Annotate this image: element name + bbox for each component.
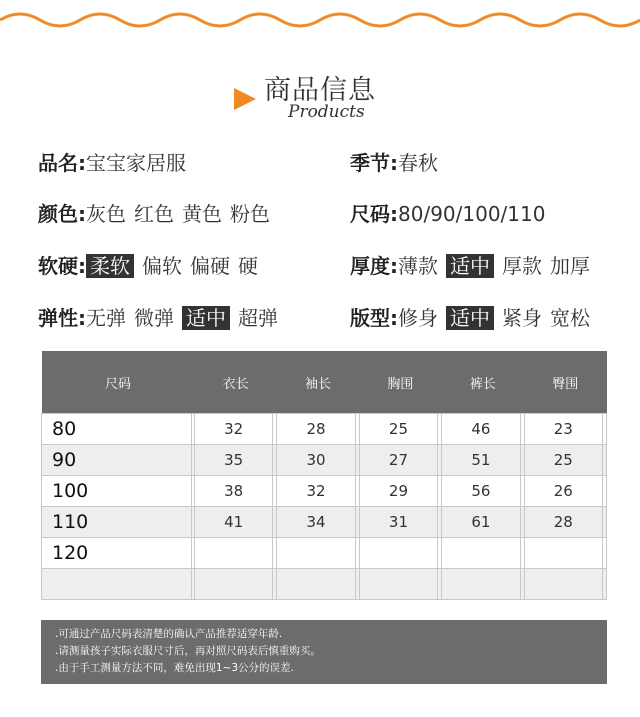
attribute-value: 超弹 [238,306,278,330]
attribute-value: 黄色 [182,202,222,226]
table-row [42,476,607,507]
attribute-key: 版型: [350,306,398,330]
table-row [42,569,607,600]
title-chinese: 商品信息 [264,75,376,106]
attribute-value: 厚款 [502,254,542,278]
attribute-row [38,148,194,178]
size-cell: 110 [42,507,192,538]
note-line: .请测量孩子实际衣服尺寸后，再对照尺码表后慎重购买。 [55,645,321,657]
attribute-value: 硬 [238,254,258,278]
section-title [230,64,430,134]
attribute-row [38,303,286,333]
table-row [42,538,607,569]
measure-cell: 56 [442,476,521,507]
attribute-row [350,148,446,178]
measure-cell: 31 [359,507,438,538]
measure-cell: 27 [359,445,438,476]
size-cell: 80 [42,414,192,445]
measure-cell: 46 [442,414,521,445]
table-row [42,445,607,476]
spacer-cell [603,507,607,538]
size-table-header-cell: 胸围 [359,351,441,414]
spacer-cell [603,569,607,600]
size-table-header-cell: 尺码 [42,351,195,414]
attribute-value-selected: 适中 [446,254,494,278]
notes-box [41,620,607,684]
measure-cell [524,538,603,569]
attribute-value: 宽松 [550,306,590,330]
size-cell: 120 [42,538,192,569]
attribute-key: 厚度: [350,254,398,278]
attribute-value: 红色 [134,202,174,226]
measure-cell [359,538,438,569]
measure-cell [359,569,438,600]
attribute-row [350,303,598,333]
attribute-row [38,251,266,281]
attribute-value: 无弹 [86,306,126,330]
attribute-value: 微弹 [134,306,174,330]
table-row [42,414,607,445]
measure-cell [442,538,521,569]
measure-cell: 28 [524,507,603,538]
attribute-value: 春秋 [398,151,438,175]
measure-cell: 23 [524,414,603,445]
measure-cell: 26 [524,476,603,507]
size-table-header [42,351,607,414]
measure-cell: 29 [359,476,438,507]
spacer-cell [603,414,607,445]
attribute-value: 粉色 [230,202,270,226]
size-cell [42,569,192,600]
attribute-row [38,199,278,229]
attribute-value: 加厚 [550,254,590,278]
measure-cell [194,538,273,569]
measure-cell: 34 [277,507,356,538]
measure-cell: 28 [277,414,356,445]
attribute-value-selected: 适中 [182,306,230,330]
size-table-header-cell: 衣长 [194,351,276,414]
play-arrow-icon [234,88,256,110]
attribute-key: 弹性: [38,306,86,330]
attribute-key: 软硬: [38,254,86,278]
measure-cell: 51 [442,445,521,476]
attribute-key: 季节: [350,151,398,175]
measure-cell: 32 [194,414,273,445]
attribute-value: 修身 [398,306,438,330]
size-cell: 100 [42,476,192,507]
attribute-value: 宝宝家居服 [86,151,186,175]
attribute-value: 灰色 [86,202,126,226]
measure-cell: 30 [277,445,356,476]
attribute-key: 品名: [38,151,86,175]
spacer-cell [603,476,607,507]
measure-cell: 25 [524,445,603,476]
measure-cell: 32 [277,476,356,507]
attribute-value: 紧身 [502,306,542,330]
attribute-row [350,251,598,281]
attribute-row [350,199,553,229]
measure-cell: 35 [194,445,273,476]
table-row [42,507,607,538]
measure-cell [277,538,356,569]
spacer-cell [603,538,607,569]
measure-cell: 38 [194,476,273,507]
attribute-value-selected: 适中 [446,306,494,330]
attribute-value: 偏软 [142,254,182,278]
size-table-header-cell: 袖长 [277,351,359,414]
attribute-key: 颜色: [38,202,86,226]
measure-cell [277,569,356,600]
measure-cell: 41 [194,507,273,538]
attribute-key: 尺码: [350,202,398,226]
note-line: .可通过产品尺码表清楚的确认产品推荐适穿年龄. [55,628,283,640]
note-line: .由于手工测量方法不同，难免出现1~3公分的误差. [55,662,294,674]
size-table-header-cell: 裤长 [442,351,524,414]
size-table-header-cell: 臀围 [524,351,606,414]
size-cell: 90 [42,445,192,476]
wave-border [0,0,640,40]
measure-cell [524,569,603,600]
attribute-value-selected: 柔软 [86,254,134,278]
measure-cell: 25 [359,414,438,445]
spacer-cell [603,445,607,476]
attribute-value: 薄款 [398,254,438,278]
title-english: Products [288,102,365,122]
measure-cell: 61 [442,507,521,538]
measure-cell [442,569,521,600]
attribute-value: 80/90/100/110 [398,202,546,226]
attribute-value: 偏硬 [190,254,230,278]
size-table [41,351,607,600]
measure-cell [194,569,273,600]
